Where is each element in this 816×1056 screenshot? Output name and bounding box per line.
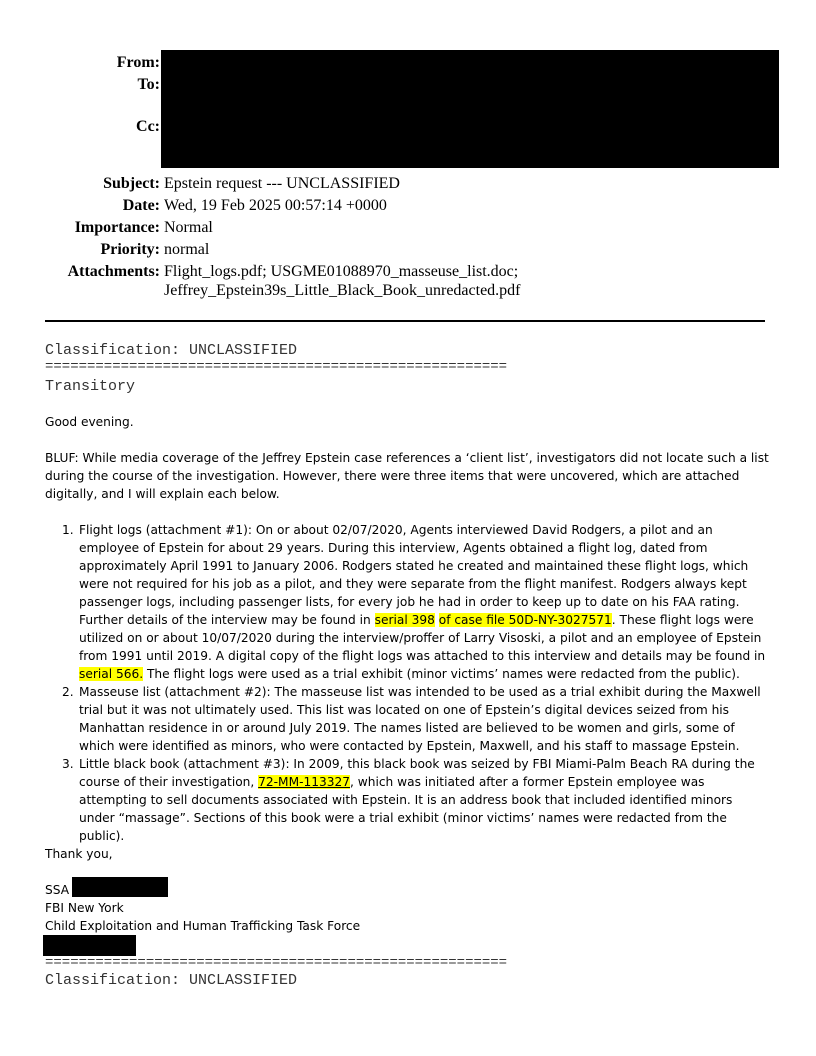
signature-title: SSA [45,883,70,897]
separator-bottom: ======================================================= [45,955,508,971]
item2-text: Masseuse list (attachment #2): The masseuse list was intended to be used as a trial exhibit during the Maxwell trial but it was not ultimately used. This list was located on one of Epstein’s digital devices seized from his Manhattan residence in or around July 2019. The names listed are believed to be women and girls, some of which were identified as minors, who were contacted by Epstein, Maxwell, and his staff to massage Epstein. [79,685,761,753]
list-item [45,755,770,845]
date-label: Date: [122,197,160,214]
header-redaction-block [161,50,779,168]
highlight-case-72mm: 72-MM-113327 [258,775,351,789]
list-number: 1. [62,523,74,537]
classification-top: Classification: UNCLASSIFIED [45,342,298,359]
signature-unit: Child Exploitation and Human Trafficking Task Force [45,919,361,933]
to-label: To: [137,76,160,93]
list-number: 2. [62,685,74,699]
from-label: From: [116,54,160,71]
signature-name-redaction [72,877,168,897]
importance-label: Importance: [74,219,160,236]
item1-text-a: Flight logs (attachment #1): On or about 02/07/2020, Agents interviewed David Rodgers, a pilot and an employee of Epstein for about 29 years. During this interview, Agents obtained a flight log, dated from approximately April 1991 to January 2006. Rodgers stated he created and maintained these flight logs, which were not required for his job as a pilot, and they were separate from the flight manifest. Rodgers always kept passenger logs, including passenger lists, for every job he had in order to keep up to date on his FAA rating. Further details of the interview may be found in [79,523,749,627]
highlight-case-file: of case file 50D-NY-3027571 [438,613,612,627]
list-item [45,521,770,683]
priority-value: normal [164,241,210,258]
item1-text-b: . These flight logs were utilized on or about 10/07/2020 during the interview/proffer of Larry Visoski, a pilot and an employee of Epstein from 1991 until 2019. A digital copy of the flight logs was attached to this interview and details may be found in [79,613,766,663]
header-divider [45,320,765,322]
signature-contact-redaction [43,935,136,956]
greeting [45,413,770,431]
list-item [45,683,770,755]
closing-text: Thank you, [45,847,113,861]
attachments-line-2: Jeffrey_Epstein39s_Little_Black_Book_unredacted.pdf [164,282,521,299]
highlight-serial-398: serial 398 [374,613,435,627]
importance-value: Normal [164,219,213,236]
greeting-text: Good evening. [45,415,134,429]
highlight-serial-566: serial 566. [79,667,144,681]
priority-label: Priority: [100,241,160,258]
item3-text-b: , which was initiated after a former Epstein employee was attempting to sell documents associated with Epstein. It is an address book that included identified minors under “massage”. Sections of this book were a trial exhibit (minor victims’ names were redacted from the public). [79,775,733,843]
subject-value: Epstein request --- UNCLASSIFIED [164,175,400,192]
date-value: Wed, 19 Feb 2025 00:57:14 +0000 [164,197,387,214]
attachment-list [45,521,770,845]
caveat-transitory: Transitory [45,378,136,395]
attachments-label: Attachments: [67,263,160,280]
list-number: 3. [62,757,74,771]
closing [45,845,770,863]
separator-top: ======================================================= [45,359,508,375]
bluf-paragraph [45,449,770,503]
bluf-text: BLUF: While media coverage of the Jeffrey Epstein case references a ‘client list’, investigators did not locate such a list during the course of the investigation. However, there were three items that were uncovered, which are attached digitally, and I will explain each below. [45,451,769,501]
item1-text-c: The flight logs were used as a trial exhibit (minor victims’ names were redacted from the public). [143,667,740,681]
item3-text-a: Little black book (attachment #3): In 2009, this black book was seized by FBI Miami-Palm Beach RA during the course of their investigation, [79,757,755,789]
classification-bottom: Classification: UNCLASSIFIED [45,972,298,989]
subject-label: Subject: [103,175,160,192]
signature-office: FBI New York [45,901,124,915]
cc-label: Cc: [136,118,160,135]
attachments-line-1: Flight_logs.pdf; USGME01088970_masseuse_list.doc; [164,263,519,280]
